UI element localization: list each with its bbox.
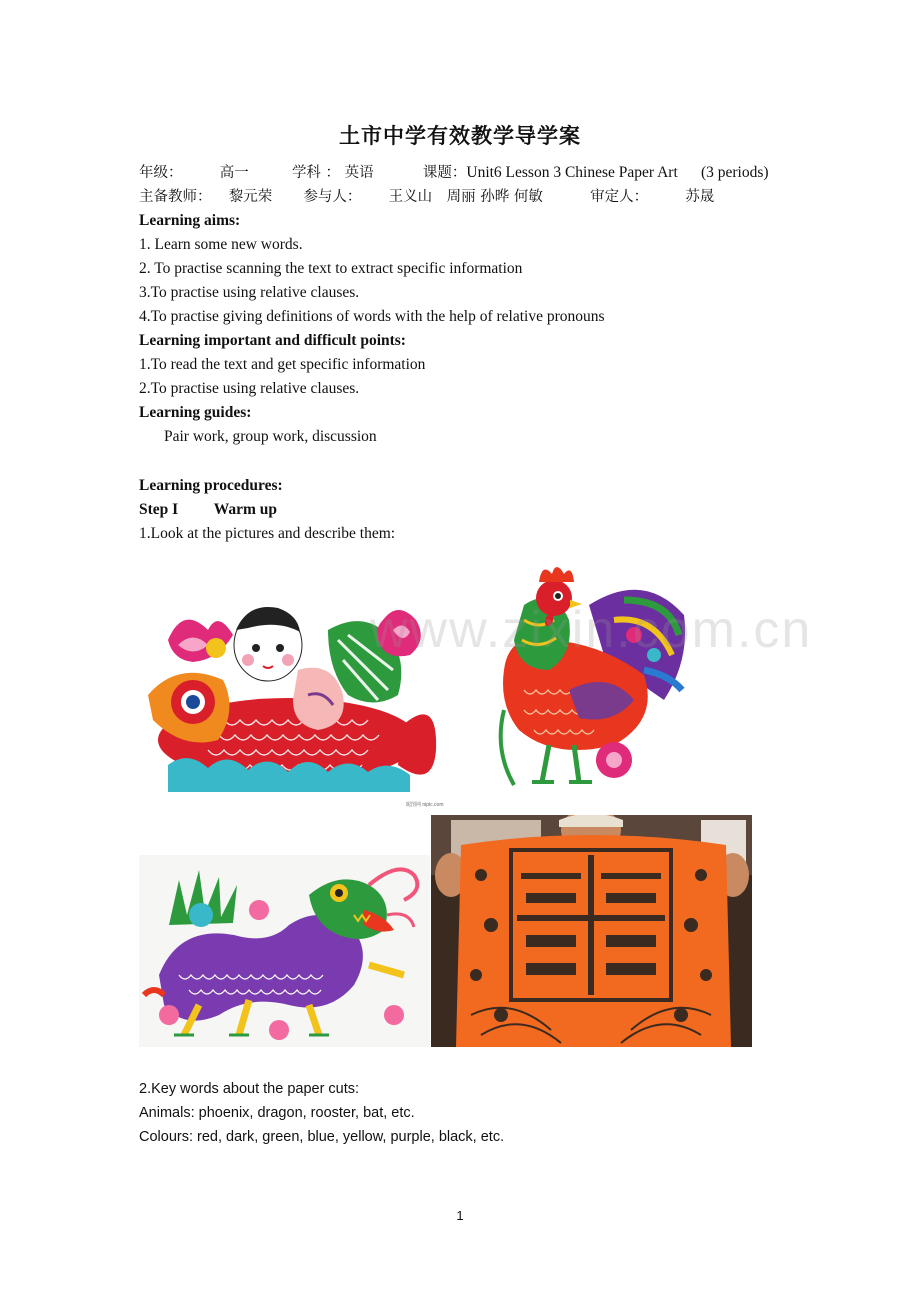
watermark: www.zixin.com.cn [370,601,813,659]
guides-heading: Learning guides: [139,404,252,421]
subject-label: 学科 ： [291,165,341,181]
colours-line: Colours: red, dark, green, blue, yellow, purple, black, etc. [139,1129,505,1145]
grade-label: 年级： [139,165,183,181]
grade-value: 高一 [219,165,249,181]
double-happiness-paper-cut-photo [431,815,752,1047]
topic-label: 课题： [422,165,467,181]
step1-title: Warm up [213,501,277,518]
reviewer-value: 苏晟 [685,189,715,205]
participants-value: 王义山 周丽 孙晔 何敏 [388,189,543,205]
procedures-heading: Learning procedures: [139,477,283,494]
teacher-label: 主备教师： [139,189,212,205]
paper-cut-dragon-image [139,855,430,1047]
reviewer-label: 审定人： [590,189,649,205]
page-number: 1 [456,1208,464,1223]
periods-value: (3 periods) [700,164,769,181]
participants-label: 参与人： [303,189,362,205]
step1-heading [139,500,277,520]
meta-line-2 [139,187,714,207]
point-item: 1.To read the text and get specific information [139,356,426,373]
topic-value: Unit6 Lesson 3 Chinese Paper Art [466,164,678,181]
document-title: 土市中学有效教学导学案 [339,124,581,148]
aims-heading: Learning aims: [139,212,241,229]
meta-line-1 [139,163,769,183]
points-heading: Learning important and difficult points: [139,332,406,349]
aim-item: 2. To practise scanning the text to extract specific information [139,260,523,277]
animals-line: Animals: phoenix, dragon, rooster, bat, etc. [139,1105,415,1121]
subject-value: 英语 [344,165,374,181]
keywords-heading: 2.Key words about the paper cuts: [139,1081,360,1097]
step1-item: 1.Look at the pictures and describe them: [139,525,396,542]
paper-cut-rooster-image [494,560,690,796]
teacher-value: 黎元荣 [228,189,273,205]
step1-label: Step I [139,501,179,518]
aim-item: 4.To practise giving definitions of words with the help of relative pronouns [139,308,605,325]
guides-text: Pair work, group work, discussion [164,428,377,445]
photo-credit: 昵图网 nipic.com [406,802,444,808]
aim-item: 3.To practise using relative clauses. [139,284,360,301]
point-item: 2.To practise using relative clauses. [139,380,360,397]
aim-item: 1. Learn some new words. [139,236,303,253]
